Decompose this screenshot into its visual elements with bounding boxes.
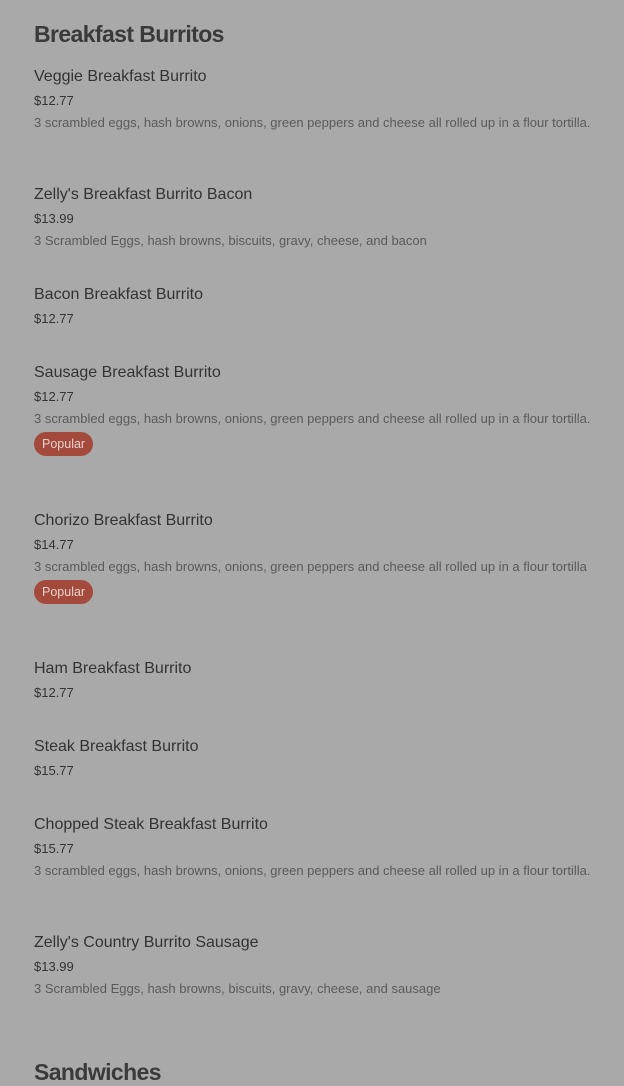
item-description: 3 scrambled eggs, hash browns, onions, green peppers and cheese all rolled up in a flour tortilla. [34,411,591,426]
item-name: Sausage Breakfast Burrito [34,364,221,381]
item-price: $13.99 [34,959,74,974]
section-title-breakfast-burritos: Breakfast Burritos [34,21,224,47]
menu-list-breakfast-burritos [34,66,594,1012]
popular-badge: Popular [34,432,93,456]
item-description: 3 scrambled eggs, hash browns, onions, green peppers and cheese all rolled up in a flour tortilla [34,559,587,574]
item-price: $12.77 [34,685,74,700]
item-price: $12.77 [34,311,74,326]
menu-item[interactable] [34,510,594,658]
item-price: $15.77 [34,841,74,856]
menu-item[interactable] [34,284,594,362]
item-name: Steak Breakfast Burrito [34,738,199,755]
item-name: Chopped Steak Breakfast Burrito [34,816,268,833]
section-title-sandwiches: Sandwiches [34,1059,161,1085]
menu-item[interactable] [34,932,594,1012]
item-description: 3 Scrambled Eggs, hash browns, biscuits, gravy, cheese, and sausage [34,981,441,996]
item-price: $12.77 [34,93,74,108]
item-name: Chorizo Breakfast Burrito [34,512,213,529]
item-description: 3 Scrambled Eggs, hash browns, biscuits, gravy, cheese, and bacon [34,233,427,248]
menu-item[interactable] [34,184,594,284]
item-name: Ham Breakfast Burrito [34,660,192,677]
menu-item[interactable] [34,66,594,184]
item-price: $14.77 [34,537,74,552]
item-description: 3 scrambled eggs, hash browns, onions, green peppers and cheese all rolled up in a flour tortilla. [34,115,591,130]
menu-item[interactable] [34,362,594,510]
item-name: Zelly's Breakfast Burrito Bacon [34,186,253,203]
item-price: $13.99 [34,211,74,226]
item-description: 3 scrambled eggs, hash browns, onions, green peppers and cheese all rolled up in a flour tortilla. [34,863,591,878]
item-name: Veggie Breakfast Burrito [34,68,207,85]
item-price: $12.77 [34,389,74,404]
item-name: Bacon Breakfast Burrito [34,286,203,303]
menu-item[interactable] [34,658,594,736]
item-name: Zelly's Country Burrito Sausage [34,934,259,951]
popular-badge: Popular [34,580,93,604]
item-price: $15.77 [34,763,74,778]
menu-item[interactable] [34,814,594,932]
menu-item[interactable] [34,736,594,814]
